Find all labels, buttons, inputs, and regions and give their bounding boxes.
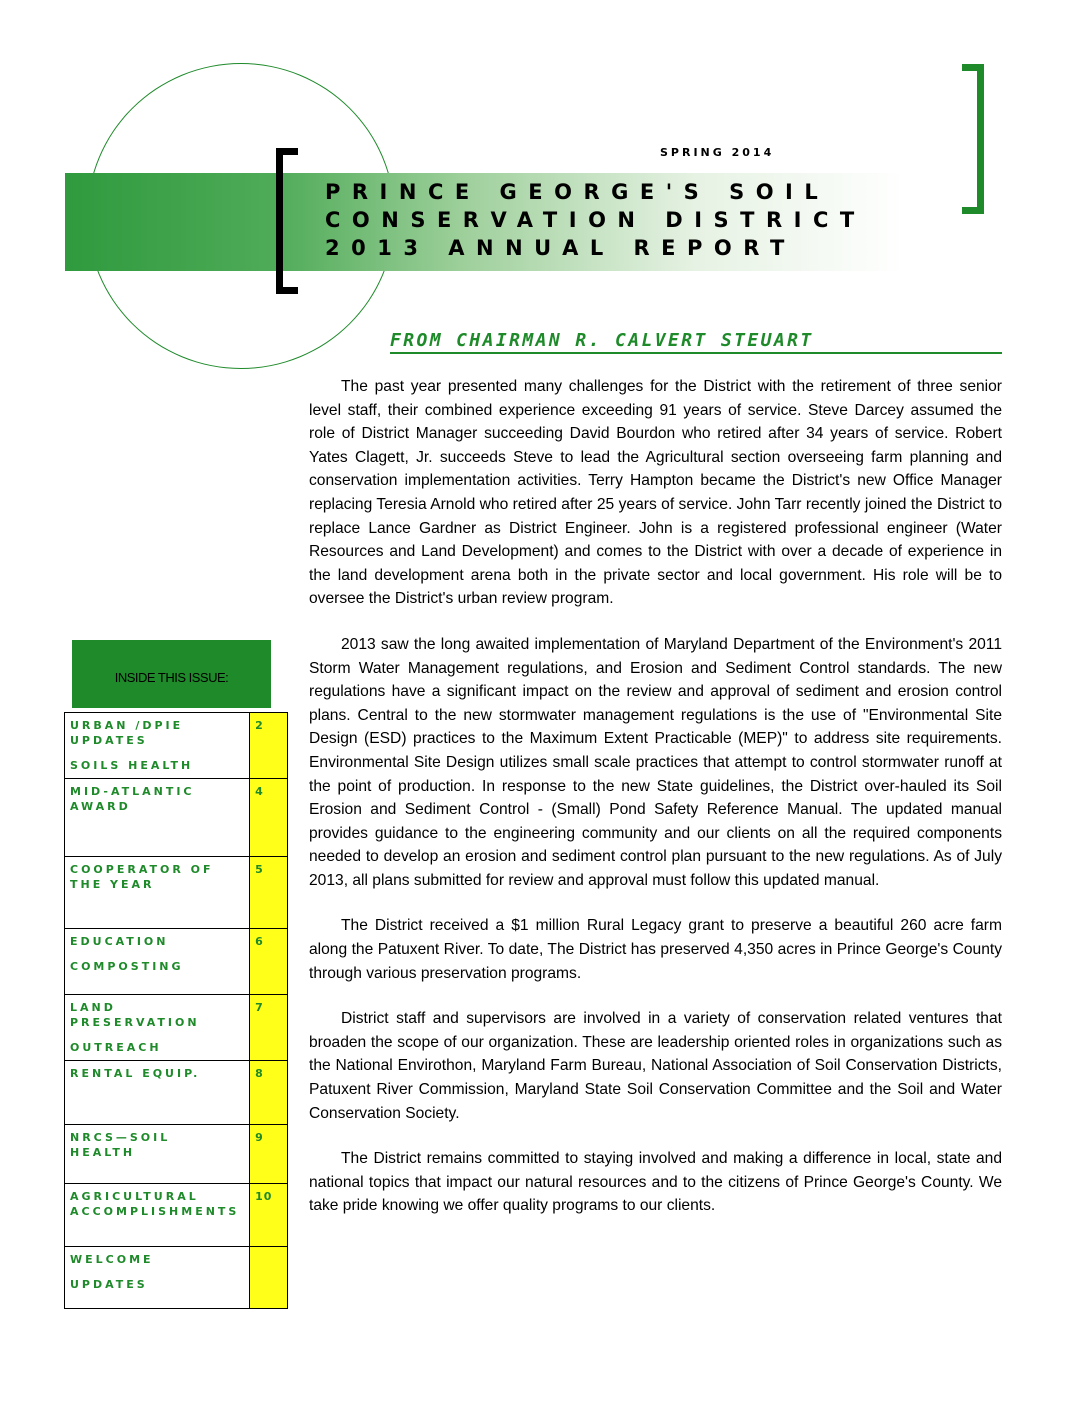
toc-line: AGRICULTURAL <box>70 1190 199 1203</box>
toc-row <box>65 1125 288 1184</box>
paragraph: The past year presented many challenges for the District with the retirement of three senior level staff, their combined experience exceeding 91 years of service. Steve Darcey assumed the role of District Manager succeeding David Bourdon who retired after 34 years of service. Robert Yates Clagett, Jr. succeeds Steve to lead the Agricultural section overseeing farm planning and conservation implementation activities. Terry Hampton became the District's new Office Manager replacing Teresia Arnold who retired after 25 years of service. John Tarr recently joined the District to replace Lance Gardner as District Engineer. John is a registered professional engineer (Water Resources and Land Development) and comes to the District with over a decade of experience in the land development arena both in the private sector and local government. His role will be to oversee the District's urban review program. <box>309 378 1002 608</box>
left-bracket-decoration <box>276 148 298 294</box>
toc-label <box>65 779 250 857</box>
paragraph: The District received a $1 million Rural Legacy grant to preserve a beautiful 260 acre farm along the Patuxent River. To date, The District has preserved 4,350 acres in Prince George's County through various preservation programs. <box>309 917 1002 982</box>
toc-page-number: 7 <box>250 995 288 1061</box>
toc-line: THE YEAR <box>70 878 155 891</box>
toc-line: ACCOMPLISHMENTS <box>70 1205 240 1218</box>
toc-page-number: 5 <box>250 857 288 929</box>
toc-line: NRCS—SOIL <box>70 1131 171 1144</box>
toc-page-number <box>250 1247 288 1309</box>
toc-page-number: 10 <box>250 1184 288 1247</box>
toc-line: AWARD <box>70 800 131 813</box>
toc-line: MID-ATLANTIC <box>70 785 195 798</box>
toc-row <box>65 929 288 995</box>
toc-label <box>65 1247 250 1309</box>
title-line-1: PRINCE GEORGE'S SOIL <box>325 180 830 204</box>
toc-row <box>65 857 288 929</box>
toc-line: HEALTH <box>70 1146 136 1159</box>
toc-line: RENTAL EQUIP. <box>70 1067 201 1080</box>
toc-label <box>65 1061 250 1125</box>
toc-line: EDUCATION <box>70 935 169 948</box>
toc-page-number: 2 <box>250 713 288 779</box>
toc-label <box>65 995 250 1061</box>
paragraph: The District remains committed to staying involved and making a difference in local, state and national topics that impact our natural resources and to the citizens of Prince George's County. We take pride knowing we offer quality programs to our clients. <box>309 1150 1002 1215</box>
issue-date: SPRING 2014 <box>660 146 775 159</box>
toc-page-number: 4 <box>250 779 288 857</box>
toc-line: SOILS HEALTH <box>70 759 194 772</box>
toc-row <box>65 995 288 1061</box>
right-bracket-decoration <box>962 64 984 214</box>
toc-line: UPDATES <box>70 734 148 747</box>
toc-label <box>65 1184 250 1247</box>
toc-label <box>65 857 250 929</box>
toc-page-number: 8 <box>250 1061 288 1125</box>
toc-line: COMPOSTING <box>70 960 184 973</box>
toc-row <box>65 1247 288 1309</box>
paragraph: 2013 saw the long awaited implementation of Maryland Department of the Environment's 2011 Storm Water Management regulations, and Erosion and Sediment Control standards. The new regulations have a significant impact on the review and approval of sediment and erosion control plans. Central to the new stormwater management regulations is the use of "Environmental Site Design (ESD) practices to the Maximum Extent Practicable (MEP)" to address site requirements. Environmental Site Design utilizes small scale practices that attempt to control stormwater runoff at the point of production. In response to the new State guidelines, the District over-hauled its Soil Erosion and Sediment Control - (Small) Pond Safety Reference Manual. The updated manual provides guidance to the engineering community and our clients on all the required components needed to develop an erosion and sediment control plan pursuant to the new regulations. As of July 2013, all plans submitted for review and approval must follow this updated manual. <box>309 635 1002 889</box>
toc-line: COOPERATOR OF <box>70 863 214 876</box>
toc-line: PRESERVATION <box>70 1016 200 1029</box>
toc-line: WELCOME <box>70 1253 154 1266</box>
toc-row <box>65 713 288 779</box>
table-of-contents <box>64 712 288 1309</box>
toc-label <box>65 1125 250 1184</box>
toc-line: OUTREACH <box>70 1041 162 1054</box>
sidebar-header-label: INSIDE THIS ISSUE: <box>114 670 229 685</box>
toc-row <box>65 1184 288 1247</box>
paragraph: District staff and supervisors are involved in a variety of conservation related ventures that broaden the scope of our organization. These are leadership oriented roles in organizations such as the National Envirothon, Maryland Farm Bureau, National Association of Soil Conservation Districts, Patuxent River Commission, Maryland State Soil Conservation Committee and the Soil and Water Conservation Society. <box>309 1010 1002 1122</box>
title-line-2: CONSERVATION DISTRICT <box>325 208 866 232</box>
toc-label <box>65 929 250 995</box>
toc-line: LAND <box>70 1001 116 1014</box>
toc-row <box>65 1061 288 1125</box>
toc-row <box>65 779 288 857</box>
toc-line: UPDATES <box>70 1278 148 1291</box>
inside-this-issue-header <box>72 640 271 708</box>
chairman-letter <box>309 375 1002 1240</box>
toc-label <box>65 713 250 779</box>
toc-page-number: 9 <box>250 1125 288 1184</box>
chairman-heading: FROM CHAIRMAN R. CALVERT STEUART <box>390 330 1002 354</box>
title-line-3: 2013 ANNUAL REPORT <box>325 236 796 260</box>
toc-line: URBAN /DPIE <box>70 719 184 732</box>
toc-page-number: 6 <box>250 929 288 995</box>
report-title <box>325 178 866 262</box>
